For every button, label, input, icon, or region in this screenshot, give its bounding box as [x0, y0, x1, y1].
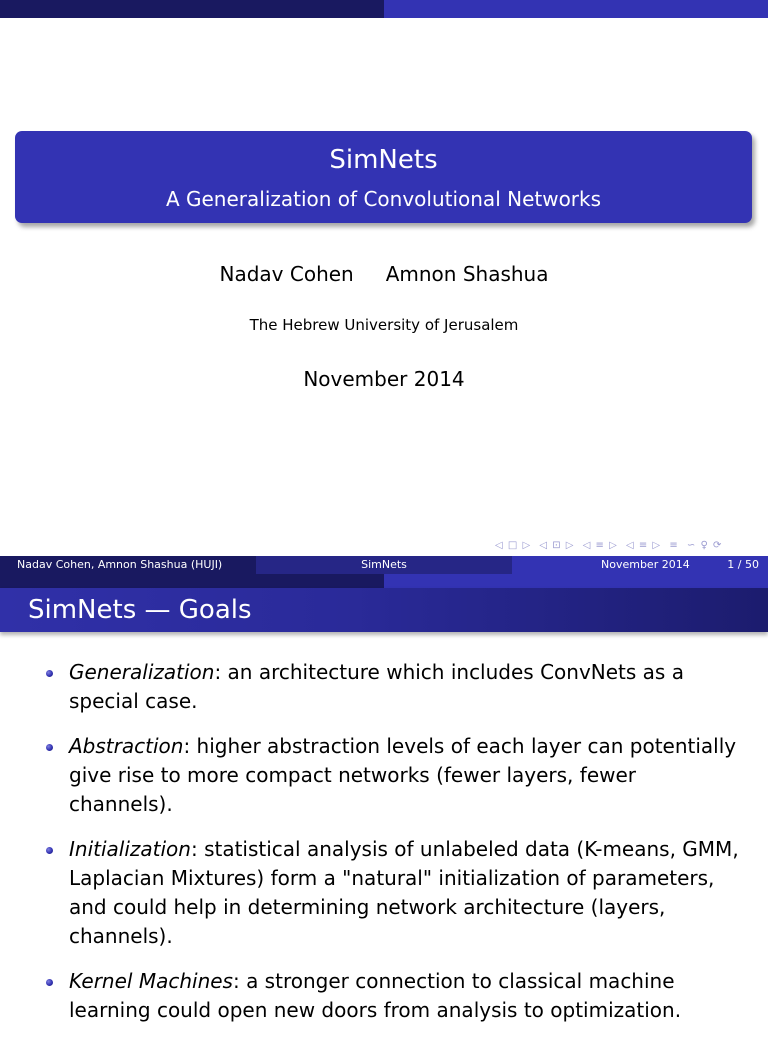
goals-list: [46, 658, 746, 1041]
frame-title: SimNets — Goals: [28, 595, 252, 625]
bullet-icon: [46, 847, 53, 854]
footer-bar: [0, 556, 768, 574]
author-name: Amnon Shashua: [385, 262, 549, 286]
slide-title: SimNets: [329, 145, 438, 175]
goal-text: : statistical analysis of unlabeled data (K-means, GMM, Laplacian Mixtures) form a "natural" initialization of parameters, and could help in determining network architecture (layers, channels).: [69, 837, 739, 948]
author-name: Nadav Cohen: [219, 262, 354, 286]
footer-authors: Nadav Cohen, Amnon Shashua (HUJI): [17, 558, 223, 571]
frame-title-bar: [0, 588, 768, 632]
goal-text: : a stronger connection to classical machine learning could open new doors from analysis to optimization.: [69, 969, 682, 1022]
top-bar-right: [384, 0, 768, 18]
footer-left: [0, 556, 256, 574]
institute: The Hebrew University of Jerusalem: [249, 316, 519, 334]
slide2-top-strip: [0, 574, 768, 588]
footer-title: SimNets: [361, 558, 407, 571]
bullet-icon: [46, 744, 53, 751]
slide-subtitle: A Generalization of Convolutional Networks: [165, 187, 602, 211]
goal-term: Abstraction: [69, 734, 184, 758]
goal-text: : an architecture which includes ConvNets as a special case.: [69, 660, 684, 713]
goal-term: Kernel Machines: [69, 969, 233, 993]
list-item: [46, 967, 746, 1025]
bullet-icon: [46, 979, 53, 986]
goal-term: Generalization: [69, 660, 215, 684]
nav-section-icon[interactable]: ◁ ≡ ▷: [582, 540, 618, 551]
nav-subsection-icon[interactable]: ◁ ⊡ ▷: [539, 540, 575, 551]
nav-part-icon[interactable]: ◁ ≡ ▷: [626, 540, 662, 551]
slide2-top-strip-right: [384, 574, 768, 588]
footer-date: November 2014: [601, 558, 690, 571]
footer-middle: [256, 556, 512, 574]
top-bar-left: [0, 0, 384, 18]
bullet-icon: [46, 670, 53, 677]
goal-term: Initialization: [69, 837, 191, 861]
nav-search-icon[interactable]: ∽ ♀ ⟳: [686, 540, 723, 551]
presentation-date: November 2014: [303, 367, 465, 391]
nav-toc-icon[interactable]: ≡: [669, 540, 679, 551]
title-block: [15, 131, 752, 223]
goal-text: : higher abstraction levels of each layer can potentially give rise to more compact networks (fewer layers, fewer channels).: [69, 734, 737, 816]
authors: [0, 260, 768, 288]
page-number: 1 / 50: [727, 558, 759, 571]
list-item: [46, 835, 746, 951]
nav-frame-icon[interactable]: ◁ □ ▷: [495, 540, 532, 551]
beamer-navigation: [495, 538, 765, 554]
list-item: [46, 732, 746, 819]
list-item: [46, 658, 746, 716]
footer-right: [512, 556, 768, 574]
